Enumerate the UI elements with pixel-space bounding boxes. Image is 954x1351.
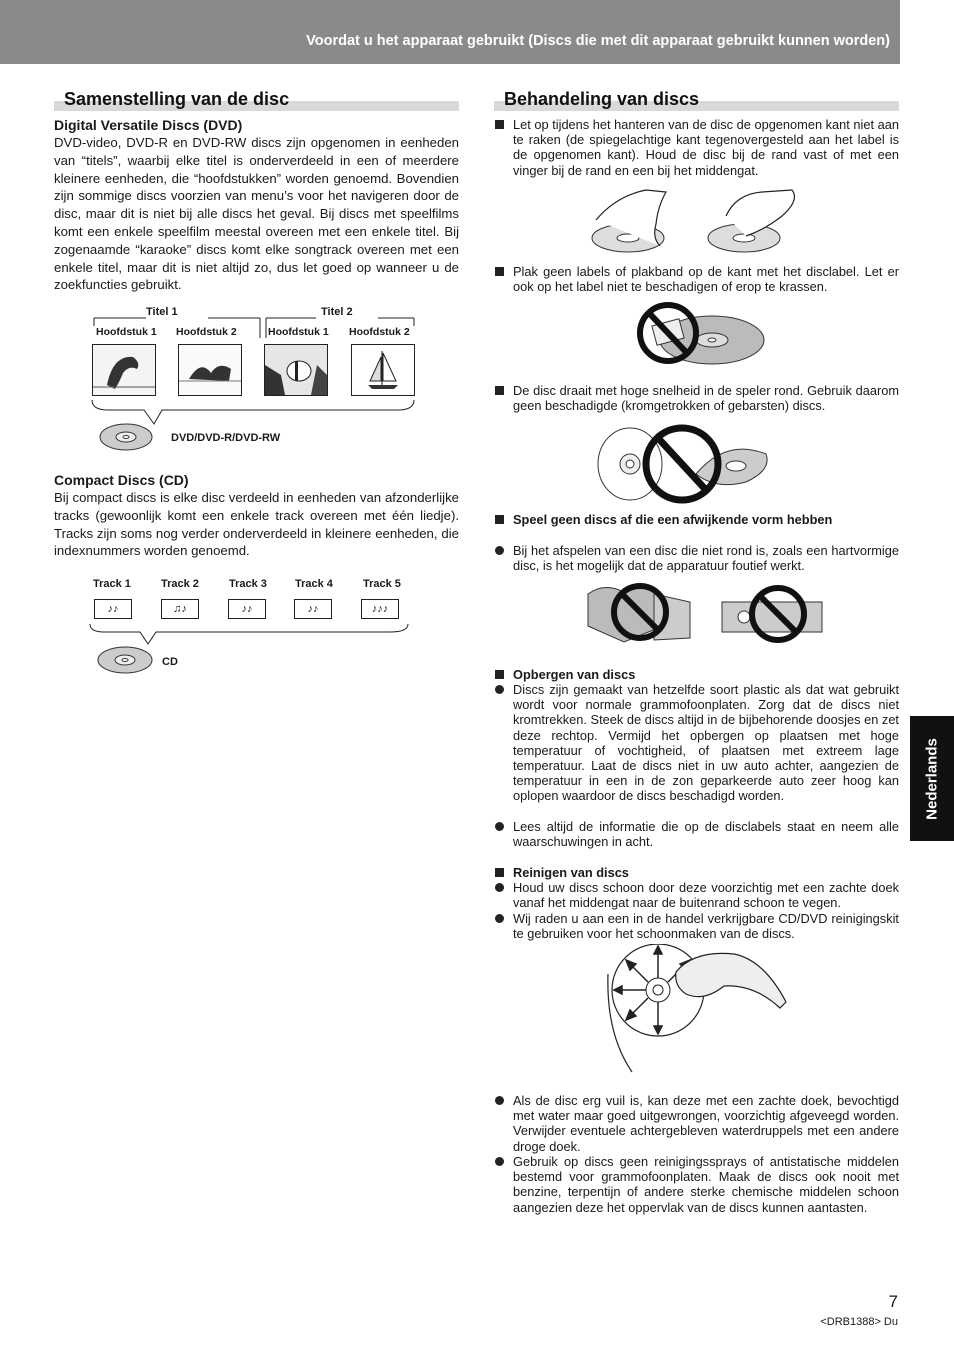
dvd-structure-diagram xyxy=(88,304,428,454)
chapter-thumbnail-whale xyxy=(178,344,242,396)
language-side-tab: Nederlands xyxy=(910,716,954,841)
track-label: Track 5 xyxy=(363,578,401,590)
music-note-icon: ♪♪ xyxy=(228,599,266,619)
header-band xyxy=(0,0,900,64)
chapter-label: Hoofdstuk 1 xyxy=(96,326,157,338)
chapter-label: Hoofdstuk 2 xyxy=(349,326,410,338)
track-label: Track 3 xyxy=(229,578,267,590)
handling-instruction-3: De disc draait met hoge snelheid in de speler rond. Gebruik daarom geen beschadigde (kromgetrokken of gebarsten) discs. xyxy=(513,383,899,413)
document-code: <DRB1388> Du xyxy=(820,1316,898,1328)
cleaning-bullet-3: Als de disc erg vuil is, kan deze met een zachte doek, bevochtigd met water maar goed uitgewrongen, voorzichtig afgeveegd worden. Verwijder eventuele achtergebleven waterdruppels met een andere droge doek. xyxy=(513,1093,899,1154)
storage-heading: Opbergen van discs xyxy=(513,667,899,682)
page-header-title: Voordat u het apparaat gebruikt (Discs die met dit apparaat gebruikt kunnen worden) xyxy=(306,33,890,49)
music-note-icon: ♪♪ xyxy=(94,599,132,619)
section-heading-disc-structure: Samenstelling van de disc xyxy=(54,89,459,111)
no-odd-shaped-discs-illustration xyxy=(584,582,834,646)
music-note-icon: ♪♪♪ xyxy=(361,599,399,619)
cleaning-heading: Reinigen van discs xyxy=(513,865,899,880)
cleaning-bullet-2: Wij raden u aan een in de handel verkrijgbare CD/DVD reinigingskit te gebruiken voor het schoonmaken van de discs. xyxy=(513,911,899,941)
cd-paragraph: Bij compact discs is elke disc verdeeld in eenheden van afzonderlijke tracks (gewoonlijk komt een enkele track overeen met één liedje). Tracks zijn soms nog verder onderverdeeld in kleinere eenheden, die indexnummers worden genoemd. xyxy=(54,490,459,559)
cleaning-bullet-4: Gebruik op discs geen reinigingssprays of antistatische middelen bestemd voor grammofoonplaten. Maak de discs ook nooit met benzine, terpentijn of andere sterke chemische middelen schoon aangezien deze het oppervlak van de discs kunnen aantasten. xyxy=(513,1154,899,1215)
chapter-thumbnail-dolphin xyxy=(92,344,156,396)
hand-holding-disc-illustration xyxy=(586,186,806,256)
music-note-icon: ♪♪ xyxy=(294,599,332,619)
storage-bullet-2: Lees altijd de informatie die op de disclabels staat en neem alle waarschuwingen in acht. xyxy=(513,819,899,849)
chapter-thumbnail-sailboat xyxy=(351,344,415,396)
storage-bullet-1: Discs zijn gemaakt van hetzelfde soort plastic als dat wat gebruikt wordt voor normale grammofoonplaten. Zorg dat de discs niet kromtrekken. Steek de discs altijd in de bijbehorende doosjes en zet deze rechtop. Vermijd het opbergen op plaatsen met hoge temperatuur of vochtigheid, of plaatsen met extreem lage temperatuur. Laat de discs niet in uw auto achter, aangezien de temperatuur in een in de zon geparkeerde auto zeer hoog kan oplopen waardoor de discs beschadigd worden. xyxy=(513,682,899,804)
cd-structure-diagram xyxy=(86,574,416,678)
disc-cleaning-illustration xyxy=(604,944,790,1074)
title-1-label: Titel 1 xyxy=(146,306,178,318)
page-number: 7 xyxy=(888,1292,898,1311)
music-note-icon: ♫♪ xyxy=(161,599,199,619)
track-label: Track 4 xyxy=(295,578,333,590)
track-label: Track 1 xyxy=(93,578,131,590)
cd-subheading: Compact Discs (CD) xyxy=(54,472,189,488)
cd-disc-label: CD xyxy=(162,656,178,668)
handling-instruction-1: Let op tijdens het hanteren van de disc de opgenomen kant niet aan te raken (de spiegelachtige kant tegenovergesteld aan het label is de opgenomen kant). Houd de disc bij de rand vast of met een vinger bij de rand en een bij het middengat. xyxy=(513,117,899,178)
dvd-disc-label: DVD/DVD-R/DVD-RW xyxy=(171,432,281,444)
chapter-thumbnail-fish xyxy=(264,344,328,396)
cleaning-bullet-1: Houd uw discs schoon door deze voorzichtig met een zachte doek vanaf het middengat naar de buitenrand schoon te vegen. xyxy=(513,880,899,910)
chapter-label: Hoofdstuk 2 xyxy=(176,326,237,338)
dvd-subheading: Digital Versatile Discs (DVD) xyxy=(54,117,243,133)
chapter-label: Hoofdstuk 1 xyxy=(268,326,329,338)
title-2-label: Titel 2 xyxy=(321,306,353,318)
handling-instruction-2: Plak geen labels of plakband op de kant met het disclabel. Let er ook op het label niet te beschadigen of erop te krassen. xyxy=(513,264,899,294)
odd-shape-heading: Speel geen discs af die een afwijkende vorm hebben xyxy=(513,512,899,527)
section-heading-disc-handling: Behandeling van discs xyxy=(494,89,899,111)
dvd-paragraph: DVD-video, DVD-R en DVD-RW discs zijn opgenomen in eenheden van “titels”, waarbij elke titel is onderverdeeld in een of meerdere kleinere eenheden, die “hoofdstukken” worden genoemd. Bovendien zijn sommige discs voorzien van menu’s voor het navigeren door de disc, maar dit is niet bij alle discs het geval. Bij discs met speelfilms komt een enkele speelfilm meestal overeen met een enkele titel. Bij zogenaamde “karaoke” discs komt elke songtrack overeen met een enkele titel, maar dit is niet altijd zo, dus let goed op wanneer u de zoekfuncties gebruikt. xyxy=(54,135,459,293)
odd-shape-bullet: Bij het afspelen van een disc die niet rond is, zoals een hartvormige disc, is het mogelijk dat de apparatuur foutief werkt. xyxy=(513,543,899,573)
no-damaged-discs-illustration xyxy=(596,424,776,504)
track-label: Track 2 xyxy=(161,578,199,590)
no-labels-illustration xyxy=(636,300,766,372)
